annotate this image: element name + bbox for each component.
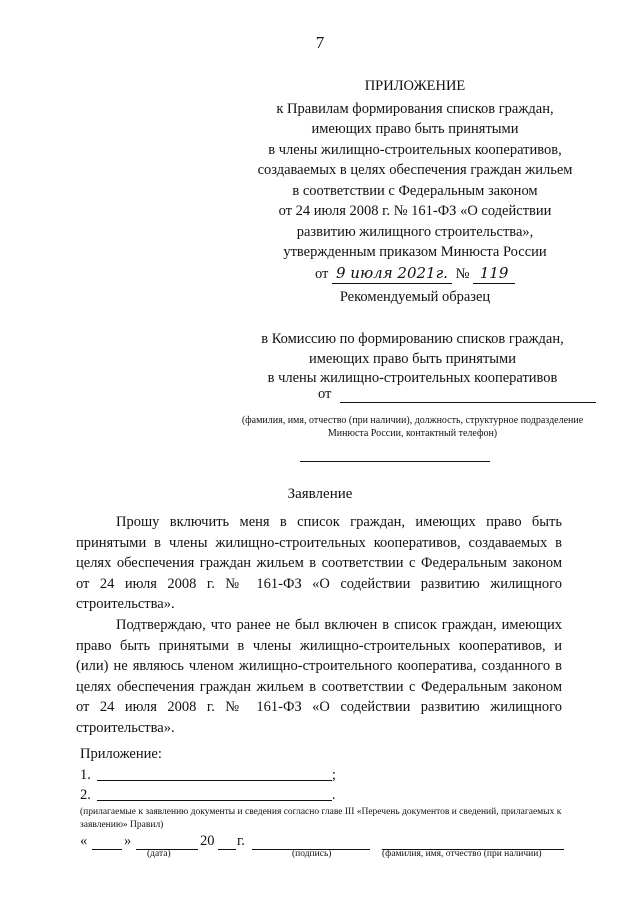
attachment-item-end: ; [331, 767, 336, 783]
commission-line: имеющих право быть принятыми [309, 350, 516, 367]
year-fill-line [218, 849, 236, 850]
order-prefix: от [314, 265, 329, 282]
from-label: от [318, 386, 332, 402]
attachment-item-number: 2. [80, 787, 91, 803]
appendix-line: развитию жилищного строительства», [296, 223, 534, 240]
date-open-quote: « [80, 833, 88, 849]
appendix-line: создаваемых в целях обеспечения граждан жильем [257, 162, 573, 178]
statement-title: Заявление [287, 486, 353, 502]
attachment-item-end: . [331, 787, 336, 803]
page-number: 7 [315, 33, 325, 52]
attachment-item-number: 1. [80, 767, 91, 783]
commission-line: в члены жилищно-строительных кооперативов [267, 370, 558, 386]
fio-note: (фамилия, имя, отчество (при наличии), должность, структурное подразделение Минюста России, контактный телефон) [241, 415, 584, 439]
appendix-line: от 24 июля 2008 г. № 161-ФЗ «О содействии [278, 203, 552, 219]
attachment-fill-line [97, 786, 332, 801]
order-date-handwritten: 9 июля 2021г. [332, 263, 452, 285]
date-caption: (дата) [147, 849, 171, 859]
commission-line: в Комиссию по формированию списков граждан, [261, 331, 564, 347]
attachments-title: Приложение: [80, 746, 162, 762]
attachments-note: (прилагаемые к заявлению документы и сведения согласно главе III «Перечень документов и сведений, прилагаемых к заявлению» Правил) [80, 807, 562, 830]
day-fill-line [92, 849, 122, 850]
date-close-quote: » [124, 833, 132, 849]
year-suffix: г. [237, 833, 245, 849]
appendix-line: в соответствии с Федеральным законом [292, 182, 538, 199]
sample-label: Рекомендуемый образец [339, 289, 491, 305]
appendix-line: к Правилам формирования списков граждан, [276, 100, 554, 117]
appendix-header [215, 76, 615, 285]
order-number-handwritten: 119 [473, 263, 515, 285]
appendix-line: имеющих право быть принятыми [311, 121, 519, 137]
commission-address [235, 330, 590, 389]
from-fill-line [340, 402, 596, 403]
attachment-fill-line [97, 766, 332, 781]
statement-paragraph-2: Подтверждаю, что ранее не был включен в список граждан, имеющих право быть принятыми в члены жилищно-строительных кооперативов, и (или) не являюсь членом жилищно-строительного кооператива, созданного в целях обеспечения граждан жильем в соответствии с Федеральным законом от 24 июля 2008 г. № 161-ФЗ «О содействии развитию жилищного строительства». [76, 617, 562, 736]
order-number-label: № [455, 265, 470, 282]
applicant-fill-line [300, 461, 490, 462]
appendix-line: утвержденным приказом Минюста России [283, 244, 547, 260]
attachment-item-2 [80, 786, 336, 804]
name-caption: (фамилия, имя, отчество (при наличии) [382, 849, 542, 859]
year-prefix: 20 [200, 833, 215, 849]
appendix-line: в члены жилищно-строительных кооперативов, [268, 141, 562, 158]
attachment-item-1 [80, 766, 336, 784]
signature-caption: (подпись) [292, 849, 332, 859]
order-reference [215, 263, 615, 285]
appendix-title: ПРИЛОЖЕНИЕ [364, 78, 466, 94]
statement-paragraph-1: Прошу включить меня в список граждан, имеющих право быть принятыми в члены жилищно-строительных кооперативов, создаваемых в целях обеспечения граждан жильем в соответствии с Федеральным законом от 24 июля 2008 г. № 161-ФЗ «О содействии развитию жилищного строительства». [76, 514, 562, 613]
